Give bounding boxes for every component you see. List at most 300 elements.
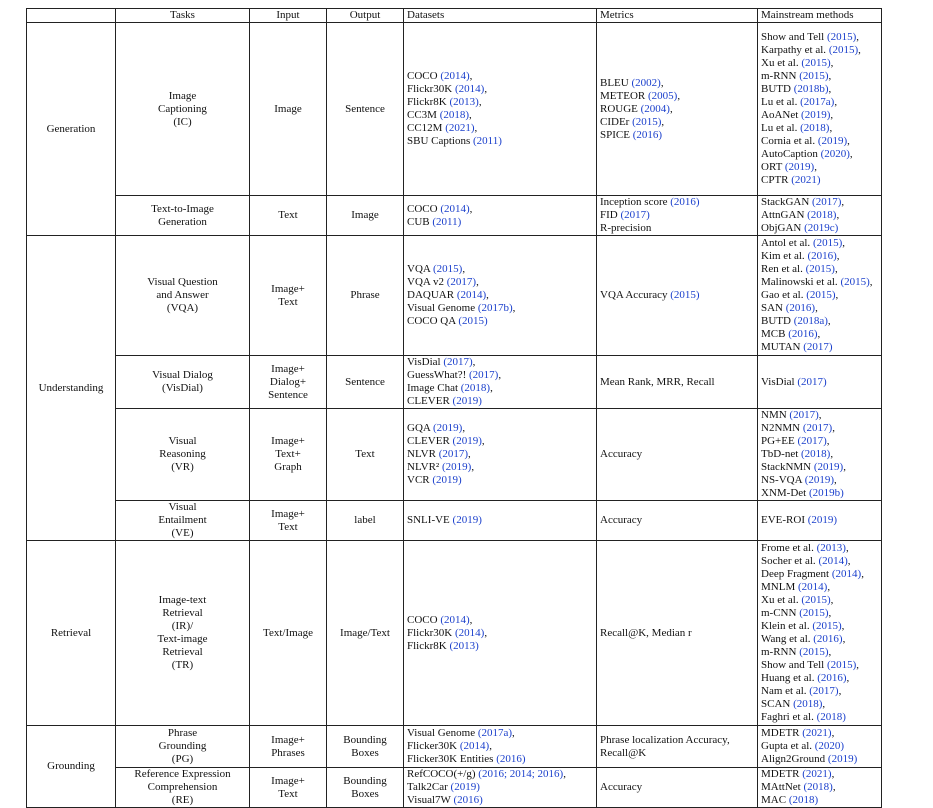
methods-cell <box>758 768 882 808</box>
dataset-punct: , <box>512 727 515 739</box>
method-punct: , <box>832 781 836 793</box>
method-punct: , <box>834 474 837 486</box>
dataset-punct: , <box>489 740 492 752</box>
method-punct: , <box>846 672 850 684</box>
dataset-text: COCO <box>407 202 441 215</box>
method-citation: (2019) <box>813 461 844 473</box>
method-line <box>761 422 878 435</box>
metric-punct: , <box>660 76 664 89</box>
method-line <box>761 122 878 135</box>
metric-punct: , <box>669 102 673 115</box>
method-text: NS-VQA <box>761 474 805 486</box>
method-line <box>761 44 878 57</box>
method-punct: , <box>830 57 834 69</box>
method-punct: , <box>831 768 835 780</box>
method-text: StackGAN <box>761 196 813 208</box>
metrics-cell <box>597 501 758 541</box>
dataset-punct: , <box>469 109 472 121</box>
dataset-line <box>407 740 593 753</box>
method-citation: (2019) <box>784 161 815 173</box>
table-row <box>27 356 882 409</box>
method-text: Antol et al. <box>761 237 813 249</box>
method-text: Huang et al. <box>761 672 818 684</box>
input-cell: Image+ Dialog+ Sentence <box>250 356 327 409</box>
dataset-punct: , <box>469 70 473 82</box>
category-cell: Generation <box>27 23 116 236</box>
dataset-citation: (2011) <box>432 215 462 228</box>
metric-text: R-precision <box>600 222 652 234</box>
metrics-cell <box>597 768 758 808</box>
method-punct: , <box>834 263 838 275</box>
metric-text: Recall@K <box>600 746 647 759</box>
dataset-punct: , <box>484 626 488 639</box>
dataset-punct: , <box>471 461 475 473</box>
dataset-line <box>407 614 593 627</box>
dataset-line <box>407 122 593 135</box>
method-text: Lu et al. <box>761 96 801 108</box>
method-citation: (2019b) <box>808 487 844 499</box>
dataset-text: CC12M <box>407 122 446 134</box>
datasets-cell <box>404 236 597 356</box>
metric-line <box>600 376 754 389</box>
method-citation: (2017) <box>789 409 819 421</box>
dataset-text: COCO QA <box>407 315 459 327</box>
method-line <box>761 315 878 328</box>
dataset-line <box>407 422 593 435</box>
method-punct: , <box>836 250 840 262</box>
method-line <box>761 148 878 161</box>
method-citation: (2017) <box>797 435 827 447</box>
method-line <box>761 70 878 83</box>
task-cell: Image-text Retrieval (IR)/ Text-image Retrieval (TR) <box>116 541 250 726</box>
dataset-line <box>407 781 593 794</box>
method-line <box>761 109 878 122</box>
method-citation: (2013) <box>816 542 846 554</box>
dataset-line <box>407 276 593 289</box>
metric-text: SPICE <box>600 128 633 141</box>
dataset-punct: , <box>474 122 478 134</box>
method-line <box>761 581 878 594</box>
method-citation: (2018) <box>788 794 819 806</box>
method-text: VisDial <box>761 375 798 388</box>
metric-text: FID <box>600 209 621 221</box>
dataset-citation: (2014) <box>440 613 470 626</box>
method-text: MDETR <box>761 727 803 739</box>
dataset-punct: , <box>469 202 473 215</box>
method-text: MNLM <box>761 581 798 593</box>
table-body <box>27 23 882 808</box>
dataset-text: CUB <box>407 215 433 228</box>
metric-text: VQA Accuracy <box>600 289 671 301</box>
method-citation: (2017) <box>812 196 842 208</box>
metric-line <box>600 116 754 129</box>
metrics-cell <box>597 356 758 409</box>
method-text: Lu et al. <box>761 122 801 134</box>
method-citation: (2018a) <box>793 315 828 327</box>
metrics-cell <box>597 541 758 726</box>
dataset-text: GQA <box>407 422 433 434</box>
method-text: N2NMN <box>761 422 803 434</box>
method-line <box>761 672 878 685</box>
metric-text: ROUGE <box>600 102 641 115</box>
task-cell: Visual Reasoning (VR) <box>116 409 250 501</box>
metric-line <box>600 747 754 760</box>
method-line <box>761 555 878 568</box>
method-punct: , <box>838 685 842 697</box>
metric-text: CIDEr <box>600 115 633 128</box>
dataset-line <box>407 203 593 216</box>
method-citation: (2018) <box>801 448 831 460</box>
method-text: PG+EE <box>761 435 798 447</box>
method-text: Cornia et al. <box>761 135 818 147</box>
dataset-text: Image Chat <box>407 382 461 394</box>
method-line <box>761 31 878 44</box>
method-text: MCB <box>761 328 789 340</box>
method-text: Karpathy et al. <box>761 44 829 56</box>
dataset-line <box>407 356 593 369</box>
method-text: Deep Fragment <box>761 568 832 580</box>
metric-line <box>600 627 754 640</box>
dataset-citation: (2021) <box>445 122 475 134</box>
methods-cell <box>758 501 882 541</box>
method-citation: (2015) <box>799 607 829 619</box>
method-text: Nam et al. <box>761 685 810 697</box>
dataset-text: VQA <box>407 263 433 275</box>
method-citation: (2018) <box>803 781 833 793</box>
method-line <box>761 435 878 448</box>
method-punct: , <box>822 698 826 710</box>
table-row <box>27 196 882 236</box>
input-cell: Text <box>250 196 327 236</box>
method-line <box>761 328 878 341</box>
method-line <box>761 461 878 474</box>
method-punct: , <box>829 122 833 134</box>
method-line <box>761 727 878 740</box>
output-cell: Image/Text <box>327 541 404 726</box>
method-line <box>761 376 878 389</box>
metric-text: Accuracy <box>600 781 643 793</box>
method-text: NMN <box>761 409 790 421</box>
table-row <box>27 23 882 196</box>
dataset-citation: (2017) <box>443 356 473 368</box>
method-text: m-CNN <box>761 607 800 619</box>
method-line <box>761 237 878 250</box>
method-line <box>761 568 878 581</box>
input-cell: Image+ Text <box>250 501 327 541</box>
dataset-citation: (2017) <box>469 369 499 381</box>
methods-cell <box>758 356 882 409</box>
dataset-text: Flicker30K <box>407 740 460 752</box>
dataset-text: Flickr30K <box>407 83 455 95</box>
metric-line <box>600 129 754 142</box>
method-punct: , <box>830 594 834 606</box>
method-citation: (2017) <box>809 685 839 697</box>
method-punct: , <box>836 209 840 221</box>
metric-line <box>600 222 754 235</box>
dataset-citation: (2014) <box>456 289 487 301</box>
dataset-citation: (2013) <box>449 639 479 652</box>
metric-citation: (2005) <box>647 89 678 102</box>
metric-citation: (2017) <box>620 209 650 221</box>
dataset-line <box>407 753 593 766</box>
method-citation: (2020) <box>820 148 850 160</box>
dataset-citation: (2016) <box>496 753 526 765</box>
metric-text: Mean Rank, MRR, Recall <box>600 375 715 388</box>
dataset-punct: , <box>486 289 489 301</box>
method-punct: , <box>828 83 832 95</box>
dataset-citation: (2019) <box>432 422 463 434</box>
dataset-line <box>407 627 593 640</box>
output-cell: Sentence <box>327 23 404 196</box>
table-row <box>27 409 882 501</box>
method-punct: , <box>827 581 831 593</box>
input-cell: Image+ Phrases <box>250 726 327 768</box>
dataset-line <box>407 70 593 83</box>
method-citation: (2015) <box>801 594 831 606</box>
method-line <box>761 620 878 633</box>
method-citation: (2015) <box>801 57 831 69</box>
method-citation: (2019) <box>827 753 858 765</box>
method-line <box>761 607 878 620</box>
dataset-line <box>407 514 593 527</box>
method-punct: , <box>817 328 821 340</box>
method-citation: (2019c) <box>804 222 839 234</box>
dataset-line <box>407 315 593 328</box>
datasets-cell <box>404 501 597 541</box>
dataset-citation: (2014) <box>440 70 470 82</box>
metric-text: Accuracy <box>600 448 643 460</box>
method-citation: (2017a) <box>800 96 835 108</box>
task-cell: Text-to-Image Generation <box>116 196 250 236</box>
dataset-line <box>407 461 593 474</box>
task-cell: Phrase Grounding (PG) <box>116 726 250 768</box>
method-citation: (2015) <box>826 31 857 43</box>
dataset-text: Flicker30K Entities <box>407 753 497 765</box>
method-line <box>761 753 878 766</box>
dataset-text: Visual Genome <box>407 302 478 314</box>
method-line <box>761 196 878 209</box>
dataset-citation: (2013) <box>449 96 479 108</box>
metric-line <box>600 514 754 527</box>
method-text: Align2Ground <box>761 753 828 765</box>
method-punct: , <box>843 461 846 473</box>
dataset-citation: (2014) <box>440 202 470 215</box>
method-text: Show and Tell <box>761 31 827 43</box>
dataset-text: Visual7W <box>407 794 454 806</box>
method-punct: , <box>847 555 851 567</box>
dataset-citation: (2014) <box>459 740 490 752</box>
metric-citation: (2016) <box>632 128 663 141</box>
method-text: MAttNet <box>761 781 804 793</box>
dataset-punct: , <box>484 83 488 95</box>
datasets-cell <box>404 726 597 768</box>
methods-cell <box>758 409 882 501</box>
input-cell: Text/Image <box>250 541 327 726</box>
input-cell: Image <box>250 23 327 196</box>
dataset-text: GuessWhat?! <box>407 369 470 381</box>
dataset-text: COCO <box>407 613 441 626</box>
method-punct: , <box>834 96 838 108</box>
metrics-cell <box>597 409 758 501</box>
method-text: m-RNN <box>761 70 800 82</box>
dataset-line <box>407 135 593 148</box>
method-punct: , <box>842 237 846 249</box>
dataset-text: Flickr8K <box>407 639 450 652</box>
dataset-citation: (2018) <box>460 382 491 394</box>
metrics-cell <box>597 196 758 236</box>
method-line <box>761 250 878 263</box>
method-punct: , <box>858 44 861 56</box>
method-punct: , <box>856 659 860 671</box>
dataset-text: CC3M <box>407 109 440 121</box>
method-punct: , <box>841 620 845 632</box>
method-text: Gao et al. <box>761 289 807 301</box>
dataset-text: Flickr8K <box>407 96 450 108</box>
header-category <box>27 9 116 23</box>
method-text: Malinowski et al. <box>761 276 841 288</box>
input-cell: Image+ Text+ Graph <box>250 409 327 501</box>
metric-line <box>600 196 754 209</box>
method-punct: , <box>818 409 822 421</box>
datasets-cell <box>404 23 597 196</box>
category-cell: Retrieval <box>27 541 116 726</box>
output-cell: Bounding Boxes <box>327 726 404 768</box>
category-cell: Grounding <box>27 726 116 808</box>
method-text: ObjGAN <box>761 222 805 234</box>
metric-text: Inception score <box>600 196 671 208</box>
method-punct: , <box>841 196 845 208</box>
method-citation: (2021) <box>802 727 832 739</box>
dataset-punct: , <box>462 422 466 434</box>
dataset-line <box>407 727 593 740</box>
method-citation: (2015) <box>812 237 843 249</box>
metric-citation: (2015) <box>632 115 662 128</box>
method-line <box>761 96 878 109</box>
metric-text: Accuracy <box>600 514 643 526</box>
method-punct: , <box>815 302 818 314</box>
method-citation: (2016) <box>788 328 818 340</box>
dataset-line <box>407 96 593 109</box>
method-text: AutoCaption <box>761 148 821 160</box>
dataset-citation: (2015) <box>432 263 463 275</box>
metric-line <box>600 103 754 116</box>
method-line <box>761 474 878 487</box>
method-line <box>761 740 878 753</box>
dataset-line <box>407 289 593 302</box>
method-citation: (2019) <box>817 135 848 147</box>
metric-citation: (2016) <box>670 196 700 208</box>
dataset-text: SBU Captions <box>407 135 474 147</box>
header-metrics: Metrics <box>597 9 758 23</box>
method-punct: , <box>847 135 850 147</box>
datasets-cell <box>404 196 597 236</box>
metric-text: METEOR <box>600 89 648 102</box>
metric-line <box>600 781 754 794</box>
method-citation: (2019) <box>801 109 831 121</box>
method-line <box>761 341 878 354</box>
method-line <box>761 161 878 174</box>
dataset-line <box>407 109 593 122</box>
metrics-cell <box>597 726 758 768</box>
dataset-line <box>407 474 593 487</box>
dataset-text: CLEVER <box>407 395 453 407</box>
dataset-punct: , <box>468 448 471 460</box>
method-citation: (2021) <box>802 768 832 780</box>
method-text: m-RNN <box>761 646 800 658</box>
method-text: BUTD <box>761 315 794 327</box>
dataset-citation: (2019) <box>432 474 462 486</box>
dataset-text: VCR <box>407 474 433 486</box>
method-citation: (2014) <box>831 568 862 580</box>
method-line <box>761 289 878 302</box>
dataset-line <box>407 369 593 382</box>
method-citation: (2018) <box>793 698 823 710</box>
method-punct: , <box>814 161 817 173</box>
metrics-cell <box>597 236 758 356</box>
method-punct: , <box>830 448 834 460</box>
dataset-text: SNLI-VE <box>407 514 453 526</box>
method-text: Wang et al. <box>761 633 814 645</box>
method-text: Gupta et al. <box>761 740 815 752</box>
method-text: Xu et al. <box>761 594 802 606</box>
dataset-punct: , <box>472 356 476 368</box>
metric-punct: , <box>661 115 665 128</box>
method-punct: , <box>835 289 839 301</box>
method-citation: (2015) <box>826 659 857 671</box>
method-punct: , <box>845 542 849 554</box>
method-citation: (2014) <box>797 581 828 593</box>
method-line <box>761 409 878 422</box>
method-citation: (2018) <box>807 209 837 221</box>
metric-line <box>600 90 754 103</box>
output-cell: Image <box>327 196 404 236</box>
method-line <box>761 768 878 781</box>
methods-cell <box>758 196 882 236</box>
dataset-text: VisDial <box>407 356 444 368</box>
dataset-citation: (2018) <box>439 109 470 121</box>
method-punct: , <box>828 607 832 619</box>
method-citation: (2021) <box>791 174 821 186</box>
output-cell: label <box>327 501 404 541</box>
task-cell: Image Captioning (IC) <box>116 23 250 196</box>
method-line <box>761 276 878 289</box>
dataset-citation: (2019) <box>450 781 480 793</box>
datasets-cell <box>404 409 597 501</box>
dataset-line <box>407 435 593 448</box>
method-punct: , <box>856 31 860 43</box>
input-cell: Image+ Text <box>250 236 327 356</box>
method-text: MDETR <box>761 768 803 780</box>
method-citation: (2015) <box>812 620 842 632</box>
metric-citation: (2015) <box>670 289 700 301</box>
dataset-citation: (2019) <box>452 514 482 526</box>
method-line <box>761 263 878 276</box>
table-row <box>27 726 882 768</box>
method-text: SCAN <box>761 698 794 710</box>
dataset-punct: , <box>478 96 482 108</box>
dataset-text: Talk2Car <box>407 781 451 793</box>
dataset-citation: (2014) <box>454 626 485 639</box>
metrics-cell <box>597 23 758 196</box>
method-citation: (2015) <box>828 44 859 56</box>
methods-cell <box>758 726 882 768</box>
method-citation: (2016) <box>807 250 837 262</box>
method-text: Xu et al. <box>761 57 802 69</box>
output-cell: Sentence <box>327 356 404 409</box>
datasets-cell <box>404 356 597 409</box>
method-punct: , <box>842 633 846 645</box>
method-text: EVE-ROI <box>761 514 808 526</box>
